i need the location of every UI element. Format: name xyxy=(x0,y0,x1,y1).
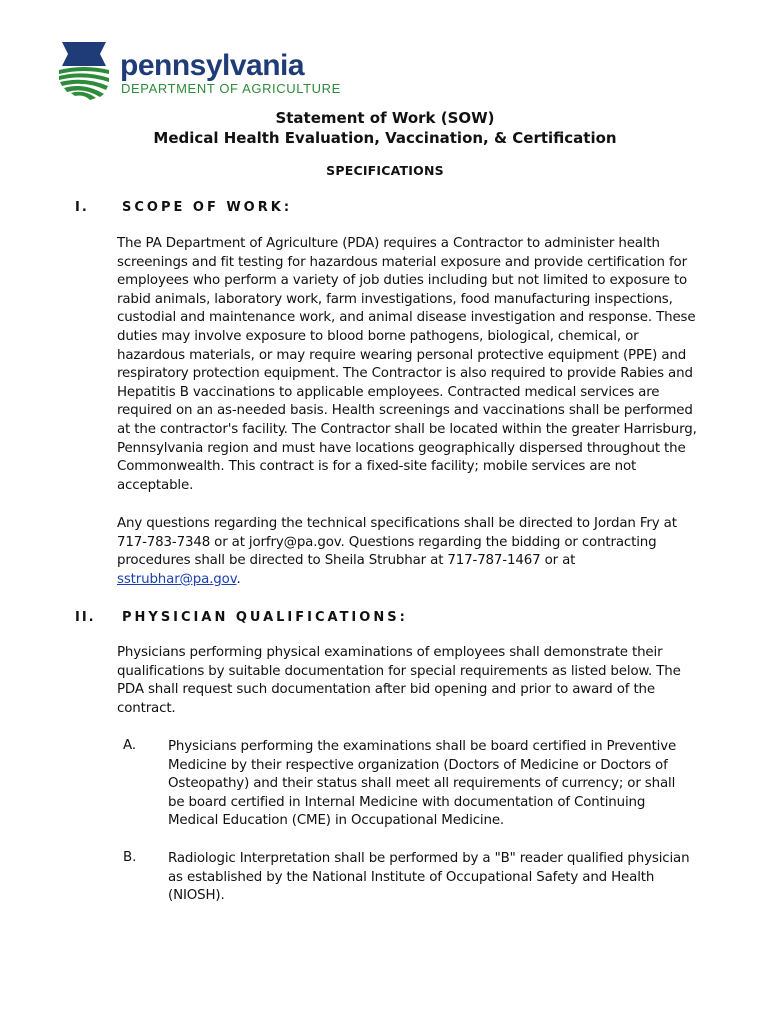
item-b-text: Radiologic Interpretation shall be performed by a "B" reader qualified physician as established by the National Institute of Occupational Safety and Health (NIOSH). xyxy=(168,851,690,904)
section-1-number: I. xyxy=(75,200,89,215)
qualifications-paragraph: Physicians performing physical examinations of employees shall demonstrate their qualifications by suitable documentation for special requirements as listed below. The PDA shall request such documentation after bid opening and prior to award of the contract. xyxy=(117,645,681,716)
email-link[interactable]: sstrubhar@pa.gov xyxy=(117,571,237,587)
contact-text-end: . xyxy=(236,571,241,587)
contact-paragraph xyxy=(117,515,697,589)
section-2-title: PHYSICIAN QUALIFICATIONS: xyxy=(122,610,408,625)
specifications-heading: SPECIFICATIONS xyxy=(326,163,444,178)
document-title: Statement of Work (SOW) xyxy=(275,109,495,127)
pa-agriculture-logo xyxy=(54,40,354,100)
section-2-number: II. xyxy=(75,610,96,625)
item-a-letter: A. xyxy=(123,738,137,753)
logo-department: DEPARTMENT OF AGRICULTURE xyxy=(121,81,341,96)
logo-name: pennsylvania xyxy=(120,49,305,82)
contact-text: Any questions regarding the technical specifications shall be directed to Jordan Fry at 717-783-7348 or at jorfry@pa.gov. Questions regarding the bidding or contracting procedures shall be directed to Sheila Strubhar at 717-787-1467 or at xyxy=(117,516,677,569)
section-1-title: SCOPE OF WORK: xyxy=(122,200,293,215)
item-a-text: Physicians performing the examinations shall be board certified in Preventive Medicine by their respective organization (Doctors of Medicine or Doctors of Osteopathy) and their status shall meet all requirements of currency; or shall be board certified in Internal Medicine with documentation of Continuing Medical Education (CME) in Occupational Medicine. xyxy=(168,739,677,829)
keystone-farm-icon xyxy=(54,40,114,100)
document-subtitle: Medical Health Evaluation, Vaccination, & Certification xyxy=(153,129,617,147)
scope-paragraph: The PA Department of Agriculture (PDA) requires a Contractor to administer health screenings and fit testing for hazardous material exposure and provide certification for employees who perform a variety of job duties including but not limited to exposure to rabid animals, laboratory work, farm investigations, food manufacturing inspections, custodial and maintenance work, and animal disease investigation and response. These duties may involve exposure to blood borne pathogens, biological, chemical, or hazardous materials, or may require wearing personal protective equipment (PPE) and respiratory protection equipment. The Contractor is also required to provide Rabies and Hepatitis B vaccinations to applicable employees. Contracted medical services are required on an as-needed basis. Health screenings and vaccinations shall be performed at the contractor's facility. The Contractor shall be located within the greater Harrisburg, Pennsylvania region and must have locations geographically dispersed throughout the Commonwealth. This contract is for a fixed-site facility; mobile services are not acceptable. xyxy=(117,236,697,493)
item-b-letter: B. xyxy=(123,850,137,865)
